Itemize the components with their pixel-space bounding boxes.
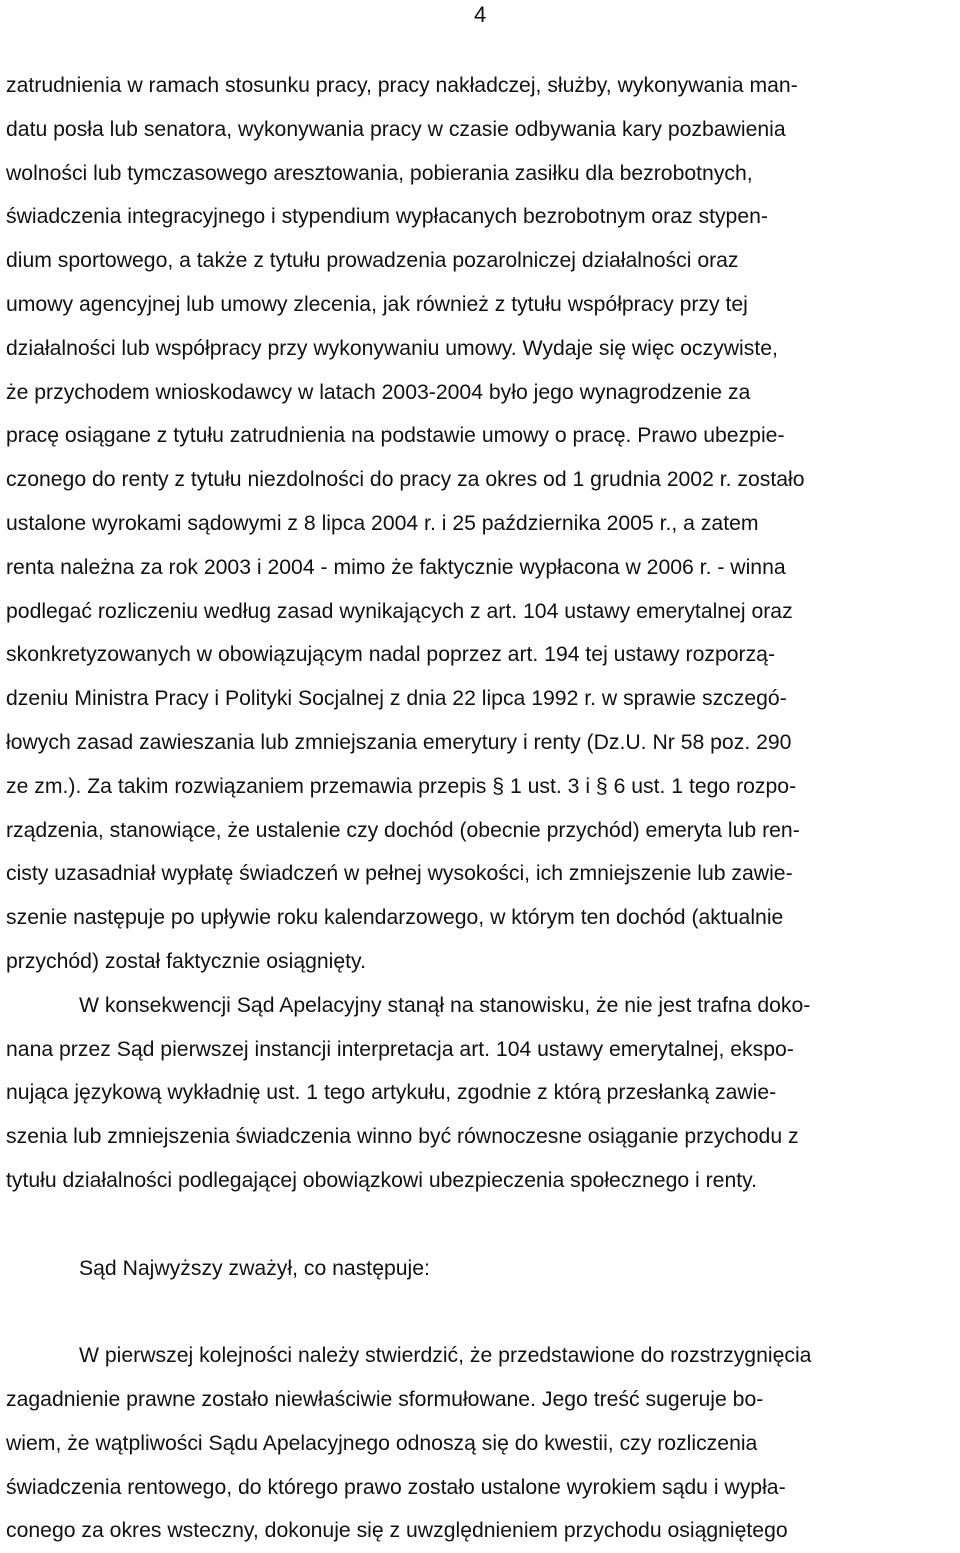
page-number: 4 <box>474 2 487 27</box>
text-line: cisty uzasadniał wypłatę świadczeń w pełnej wysokości, ich zmniejszenie lub zawie- <box>6 862 793 886</box>
text-line: że przychodem wnioskodawcy w latach 2003-2004 było jego wynagrodzenie za <box>6 380 751 404</box>
text-line: wiem, że wątpliwości Sądu Apelacyjnego odnoszą się do kwestii, czy rozliczenia <box>6 1431 758 1455</box>
heading-line: Sąd Najwyższy zważył, co następuje: <box>79 1256 430 1280</box>
text-line: W pierwszej kolejności należy stwierdzić, że przedstawione do rozstrzygnięcia <box>79 1344 812 1368</box>
text-line: łowych zasad zawieszania lub zmniejszania emerytury i renty (Dz.U. Nr 58 poz. 290 <box>6 730 792 754</box>
text-line: W konsekwencji Sąd Apelacyjny stanął na stanowisku, że nie jest trafna doko- <box>79 993 811 1017</box>
text-line: nująca językową wykładnię ust. 1 tego artykułu, zgodnie z którą przesłanką zawie- <box>6 1081 777 1105</box>
text-line: świadczenia rentowego, do którego prawo zostało ustalone wyrokiem sądu i wypła- <box>6 1475 786 1499</box>
text-line: świadczenia integracyjnego i stypendium wypłacanych bezrobotnym oraz stypen- <box>6 205 768 229</box>
section-heading <box>6 1247 956 1291</box>
spacer <box>6 1290 956 1334</box>
text-line: dium sportowego, a także z tytułu prowadzenia pozarolniczej działalności oraz <box>6 249 739 273</box>
text-line: podlegać rozliczeniu według zasad wynikających z art. 104 ustawy emerytalnej oraz <box>6 599 793 623</box>
text-line: tytułu działalności podlegającej obowiązkowi ubezpieczenia społecznego i renty. <box>6 1168 758 1192</box>
text-line: dzeniu Ministra Pracy i Polityki Socjalnej z dnia 22 lipca 1992 r. w sprawie szczegó- <box>6 687 787 711</box>
text-line: czonego do renty z tytułu niezdolności do pracy za okres od 1 grudnia 2002 r. zostało <box>6 468 805 492</box>
paragraph-2 <box>6 984 956 1203</box>
text-line: ze zm.). Za takim rozwiązaniem przemawia przepis § 1 ust. 3 i § 6 ust. 1 tego rozpo- <box>6 774 797 798</box>
text-line: działalności lub współpracy przy wykonywaniu umowy. Wydaje się więc oczywiste, <box>6 336 778 360</box>
text-line: nana przez Sąd pierwszej instancji interpretacja art. 104 ustawy emerytalnej, ekspo- <box>6 1037 794 1061</box>
paragraph-1 <box>6 64 956 984</box>
text-line: datu posła lub senatora, wykonywania pracy w czasie odbywania kary pozbawienia <box>6 117 786 141</box>
text-line: szenie następuje po upływie roku kalendarzowego, w którym ten dochód (aktualnie <box>6 906 784 930</box>
text-line: szenia lub zmniejszenia świadczenia winno być równoczesne osiąganie przychodu z <box>6 1125 799 1149</box>
text-line: zagadnienie prawne zostało niewłaściwie sformułowane. Jego treść sugeruje bo- <box>6 1387 764 1411</box>
text-line: wolności lub tymczasowego aresztowania, pobierania zasiłku dla bezrobotnych, <box>6 161 753 185</box>
spacer <box>6 1203 956 1247</box>
text-line: pracę osiągane z tytułu zatrudnienia na podstawie umowy o pracę. Prawo ubezpie- <box>6 424 785 448</box>
text-line: zatrudnienia w ramach stosunku pracy, pracy nakładczej, służby, wykonywania man- <box>6 74 798 97</box>
text-line: rządzenia, stanowiące, że ustalenie czy dochód (obecnie przychód) emeryta lub ren- <box>6 818 800 842</box>
text-line: conego za okres wsteczny, dokonuje się z uwzględnieniem przychodu osiągniętego <box>6 1519 788 1543</box>
text-line: ustalone wyrokami sądowymi z 8 lipca 2004 r. i 25 października 2005 r., a zatem <box>6 511 759 535</box>
text-line: umowy agencyjnej lub umowy zlecenia, jak również z tytułu współpracy przy tej <box>6 292 748 316</box>
text-line: renta należna za rok 2003 i 2004 - mimo że faktycznie wypłacona w 2006 r. - winna <box>6 555 786 579</box>
text-line: skonkretyzowanych w obowiązującym nadal poprzez art. 194 tej ustawy rozporzą- <box>6 643 775 667</box>
document-body <box>6 64 956 1553</box>
paragraph-3 <box>6 1334 956 1553</box>
text-line: przychód) został faktycznie osiągnięty. <box>6 949 366 973</box>
